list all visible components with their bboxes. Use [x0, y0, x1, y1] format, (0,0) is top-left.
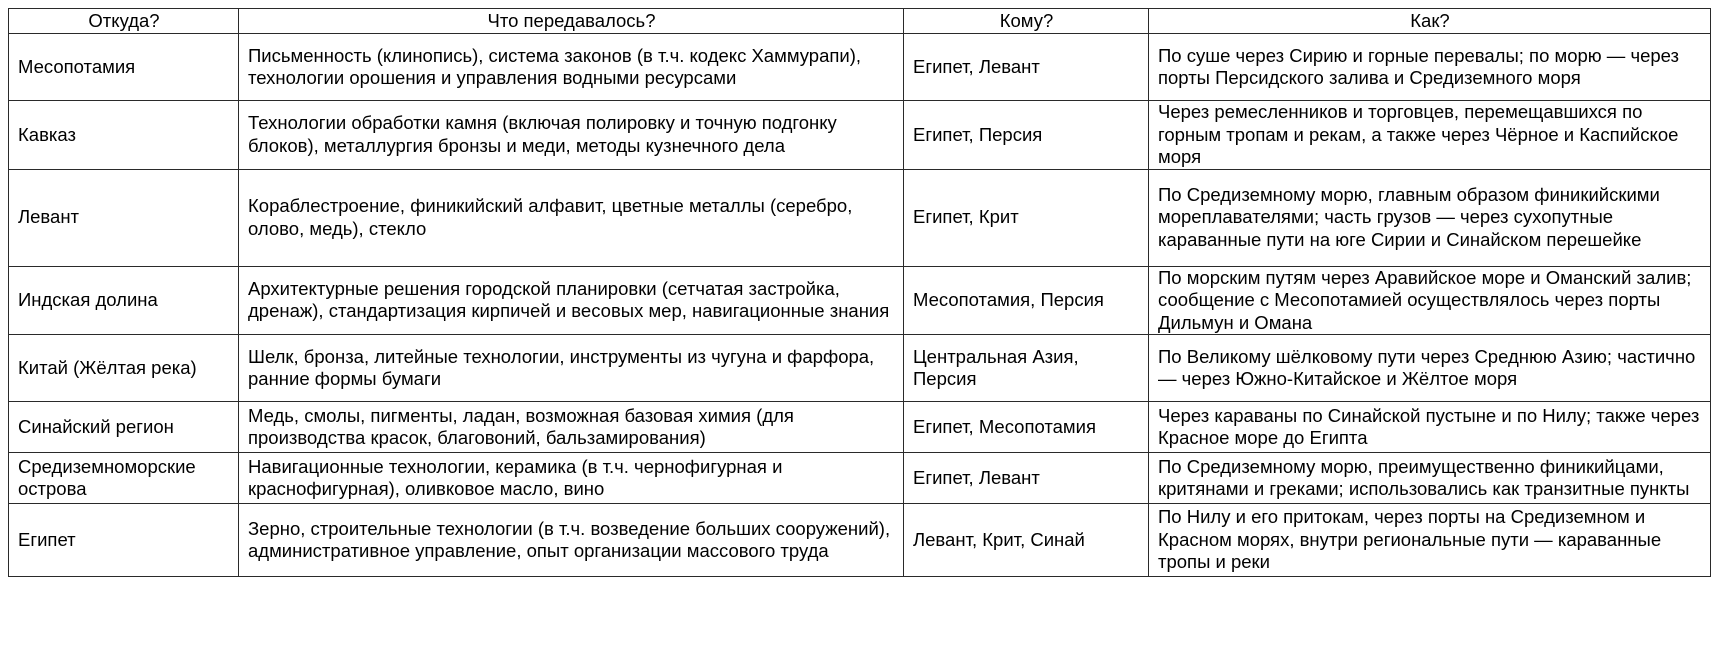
cell-what: Зерно, строительные технологии (в т.ч. возведение больших сооружений), административное управление, опыт организации массового труда — [239, 504, 904, 577]
cell-to: Левант, Крит, Синай — [904, 504, 1149, 577]
cell-what: Навигационные технологии, керамика (в т.ч. чернофигурная и краснофигурная), оливковое масло, вино — [239, 453, 904, 504]
cell-to: Египет, Месопотамия — [904, 402, 1149, 453]
cell-to: Египет, Персия — [904, 101, 1149, 170]
cell-from: Египет — [9, 504, 239, 577]
cell-from: Китай (Жёлтая река) — [9, 335, 239, 402]
cell-how: По Средиземному морю, преимущественно финикийцами, критянами и греками; использовались как транзитные пункты — [1149, 453, 1711, 504]
cell-what: Архитектурные решения городской планировки (сетчатая застройка, дренаж), стандартизация кирпичей и весовых мер, навигационные знания — [239, 266, 904, 335]
cell-to: Египет, Левант — [904, 453, 1149, 504]
cell-to: Центральная Азия, Персия — [904, 335, 1149, 402]
cell-what: Медь, смолы, пигменты, ладан, возможная базовая химия (для производства красок, благовоний, бальзамирования) — [239, 402, 904, 453]
knowledge-transfer-table — [8, 8, 1711, 577]
cell-to: Египет, Левант — [904, 34, 1149, 101]
cell-from: Левант — [9, 169, 239, 266]
cell-how: По Средиземному морю, главным образом финикийскими мореплавателями; часть грузов — через сухопутные караванные пути на юге Сирии и Синайском перешейке — [1149, 169, 1711, 266]
table-row — [9, 335, 1711, 402]
cell-how: По суше через Сирию и горные перевалы; по морю — через порты Персидского залива и Средиземного моря — [1149, 34, 1711, 101]
table-row — [9, 34, 1711, 101]
cell-how: Через ремесленников и торговцев, перемещавшихся по горным тропам и рекам, а также через Чёрное и Каспийское моря — [1149, 101, 1711, 170]
table-container — [8, 8, 1711, 577]
cell-what: Технологии обработки камня (включая полировку и точную подгонку блоков), металлургия бронзы и меди, методы кузнечного дела — [239, 101, 904, 170]
header-from: Откуда? — [9, 9, 239, 34]
header-how: Как? — [1149, 9, 1711, 34]
cell-what: Шелк, бронза, литейные технологии, инструменты из чугуна и фарфора, ранние формы бумаги — [239, 335, 904, 402]
cell-to: Египет, Крит — [904, 169, 1149, 266]
table-row — [9, 402, 1711, 453]
header-row — [9, 9, 1711, 34]
table-row — [9, 169, 1711, 266]
table-row — [9, 101, 1711, 170]
table-row — [9, 504, 1711, 577]
table-row — [9, 266, 1711, 335]
cell-how: По Великому шёлковому пути через Среднюю Азию; частично — через Южно-Китайское и Жёлтое моря — [1149, 335, 1711, 402]
header-what: Что передавалось? — [239, 9, 904, 34]
cell-how: По Нилу и его притокам, через порты на Средиземном и Красном морях, внутри региональные пути — караванные тропы и реки — [1149, 504, 1711, 577]
header-to: Кому? — [904, 9, 1149, 34]
cell-from: Средиземноморские острова — [9, 453, 239, 504]
cell-how: По морским путям через Аравийское море и Оманский залив; сообщение с Месопотамией осуществлялось через порты Дильмун и Омана — [1149, 266, 1711, 335]
cell-from: Месопотамия — [9, 34, 239, 101]
cell-what: Письменность (клинопись), система законов (в т.ч. кодекс Хаммурапи), технологии орошения и управления водными ресурсами — [239, 34, 904, 101]
cell-from: Индская долина — [9, 266, 239, 335]
table-row — [9, 453, 1711, 504]
cell-from: Кавказ — [9, 101, 239, 170]
cell-to: Месопотамия, Персия — [904, 266, 1149, 335]
cell-from: Синайский регион — [9, 402, 239, 453]
cell-what: Кораблестроение, финикийский алфавит, цветные металлы (серебро, олово, медь), стекло — [239, 169, 904, 266]
cell-how: Через караваны по Синайской пустыне и по Нилу; также через Красное море до Египта — [1149, 402, 1711, 453]
